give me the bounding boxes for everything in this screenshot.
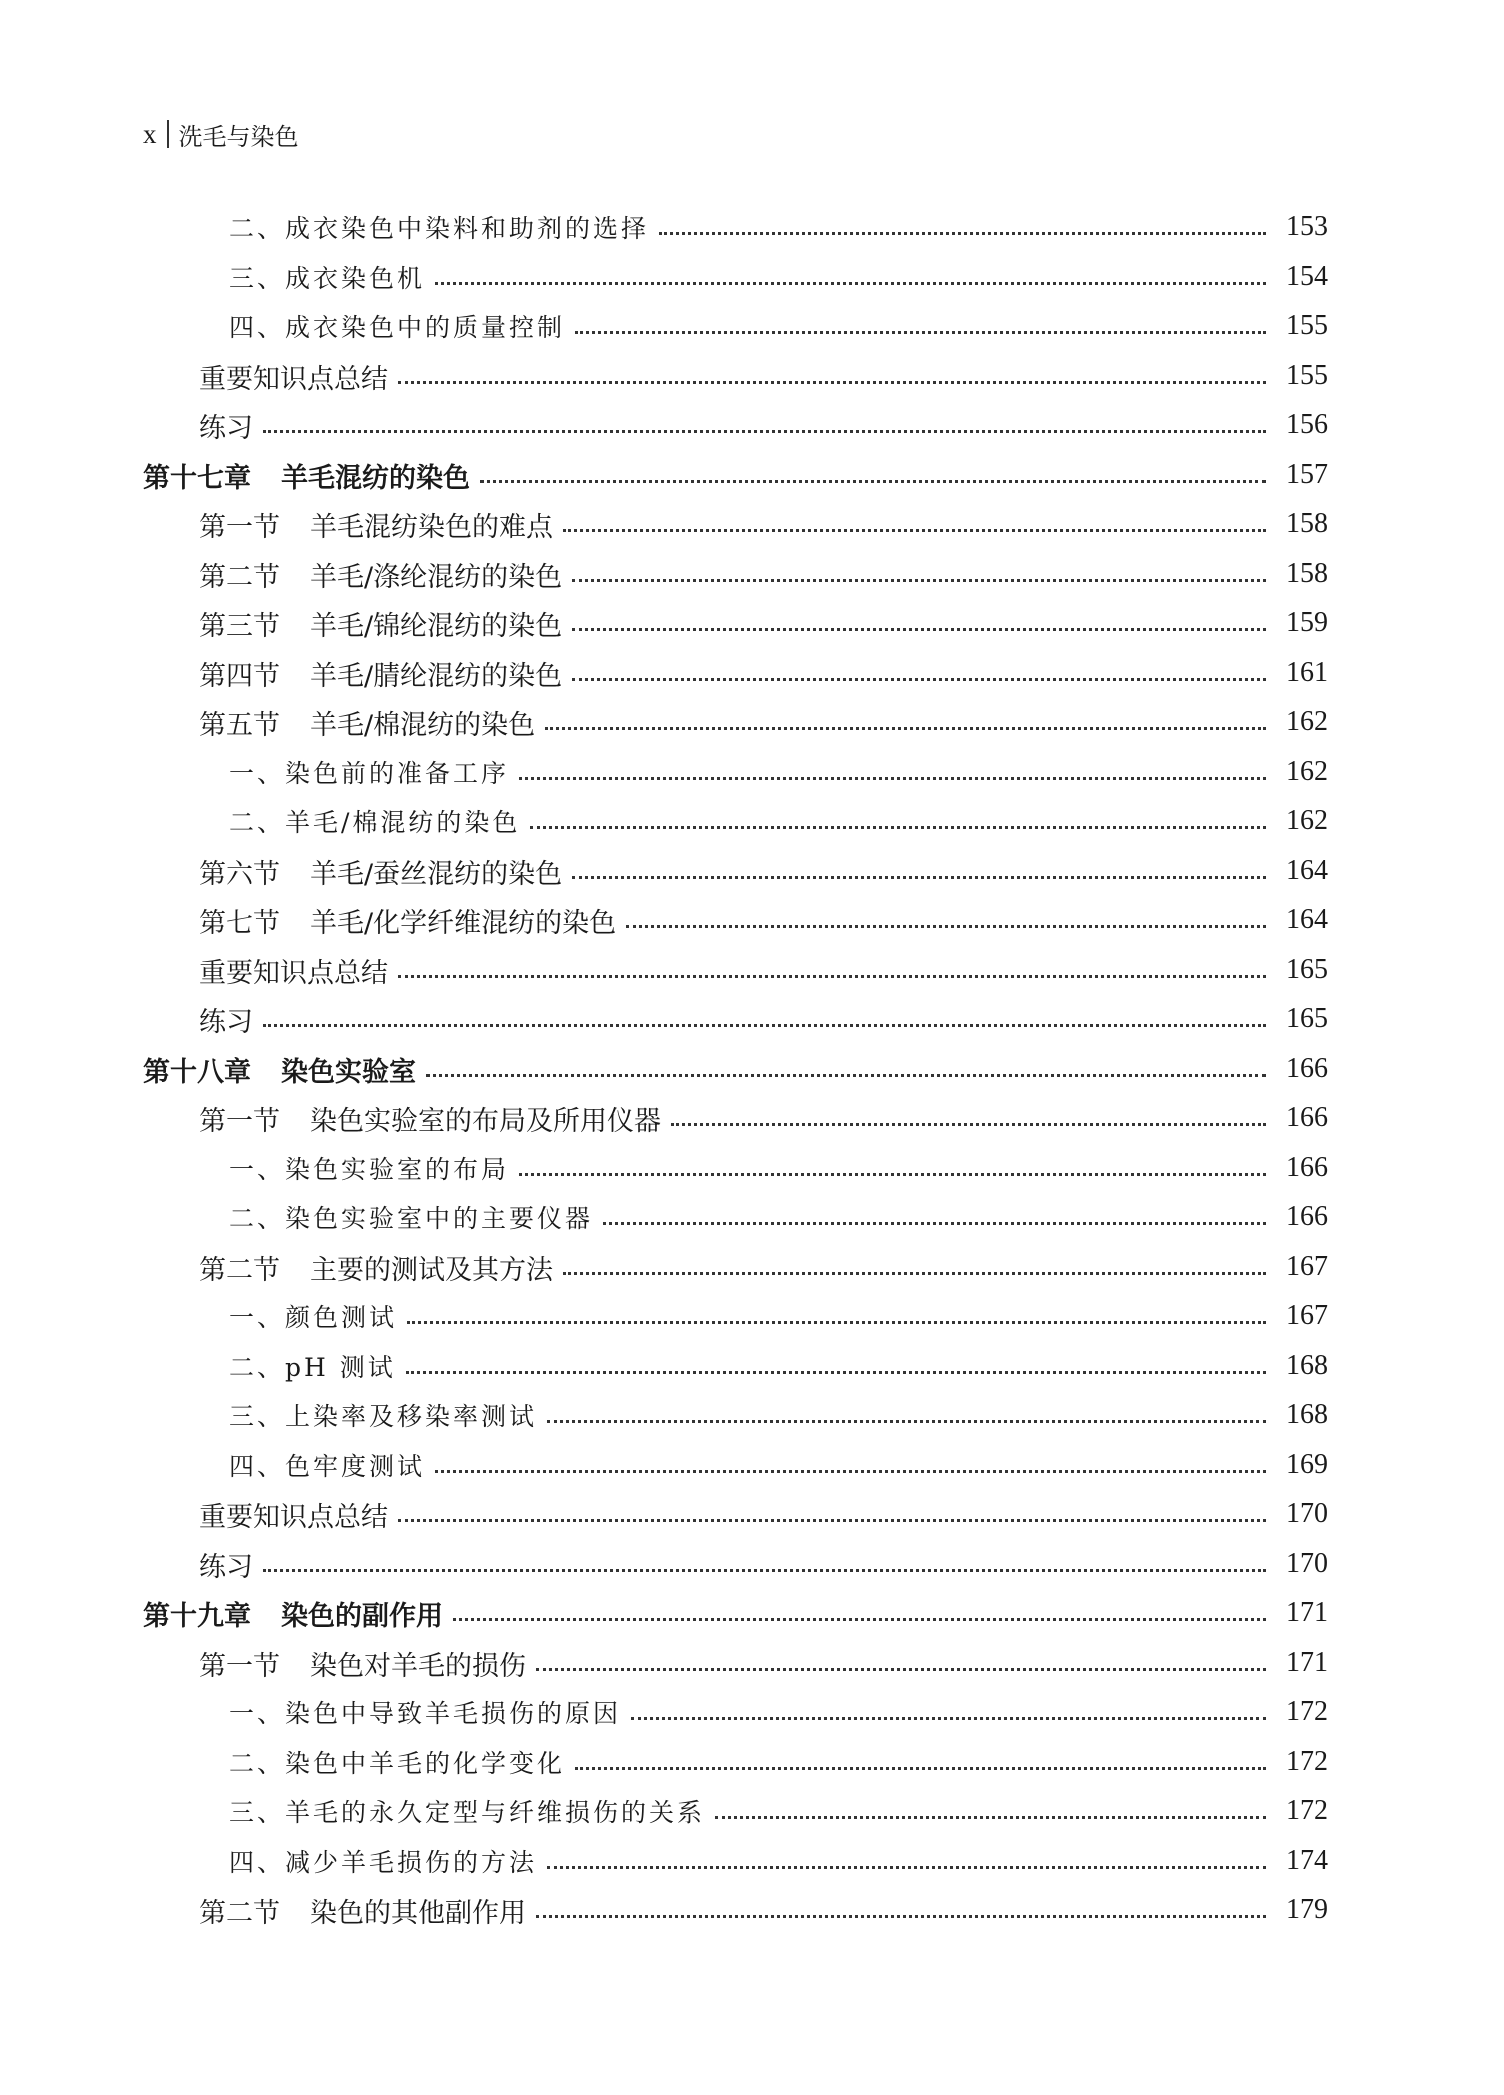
dot-leader [572, 876, 1266, 879]
toc-page-number: 162 [1286, 756, 1328, 787]
toc-subsection[interactable] [229, 1841, 1328, 1881]
toc-section[interactable] [199, 356, 1328, 396]
toc-subsection[interactable] [229, 1296, 1328, 1336]
toc-page-number: 166 [1286, 1102, 1328, 1133]
dot-leader [572, 678, 1266, 681]
toc-entry-label: 重要知识点总结 [199, 957, 388, 989]
dot-leader [575, 331, 1266, 334]
toc-entry-label [199, 505, 561, 544]
toc-subsection[interactable] [229, 1197, 1328, 1237]
toc-entry-label: 练习 [199, 1006, 253, 1038]
dot-leader [631, 1717, 1266, 1720]
toc-entry-title: 主要的测试及其方法 [310, 1254, 553, 1286]
toc-subsection[interactable] [229, 207, 1328, 247]
toc-entry-number: 第一节 [199, 1650, 280, 1682]
toc-entry-label [143, 1594, 451, 1633]
dot-leader [659, 232, 1266, 235]
toc-entry-label [199, 1891, 534, 1930]
toc-entry-title: 羊毛/棉混纺的染色 [310, 709, 536, 741]
toc-page-number: 172 [1286, 1746, 1328, 1777]
page-numeral: x [143, 118, 157, 149]
running-header [143, 118, 299, 150]
toc-page-number: 153 [1286, 211, 1328, 242]
toc-entry-label [199, 1099, 669, 1138]
header-divider [167, 120, 169, 148]
dot-leader [575, 1767, 1266, 1770]
dot-leader [530, 826, 1266, 829]
toc-page-number: 167 [1286, 1251, 1328, 1282]
toc-section[interactable] [199, 554, 1328, 594]
dot-leader [603, 1222, 1266, 1225]
toc-entry-title: 染色实验室的布局及所用仪器 [310, 1105, 661, 1137]
toc-entry-label: 二、羊毛/棉混纺的染色 [229, 808, 521, 837]
toc-page-number: 166 [1286, 1201, 1328, 1232]
toc-subsection[interactable] [229, 801, 1328, 841]
dot-leader [715, 1816, 1266, 1819]
toc-page-number: 155 [1286, 310, 1328, 341]
toc-entry-title: 染色的其他副作用 [310, 1897, 526, 1929]
dot-leader [263, 1569, 1266, 1572]
toc-page-number: 162 [1286, 805, 1328, 836]
toc-entry-number: 第一节 [199, 1105, 280, 1137]
toc-subsection[interactable] [229, 1742, 1328, 1782]
toc-section[interactable] [199, 603, 1328, 643]
dot-leader [519, 1173, 1266, 1176]
book-title: 洗毛与染色 [178, 122, 299, 151]
toc-entry-title: 羊毛/蚕丝混纺的染色 [310, 858, 563, 890]
dot-leader [563, 529, 1266, 532]
toc-entry-label: 三、成衣染色机 [229, 264, 426, 293]
toc-chapter[interactable] [143, 455, 1328, 495]
toc-page-number: 166 [1286, 1152, 1328, 1183]
toc-entry-label: 四、减少羊毛损伤的方法 [229, 1848, 538, 1877]
toc-page-number: 172 [1286, 1696, 1328, 1727]
toc-entry-label [199, 703, 543, 742]
toc-entry-number: 第四节 [199, 660, 280, 692]
toc-entry-title: 羊毛/化学纤维混纺的染色 [310, 907, 617, 939]
toc-entry-title: 染色对羊毛的损伤 [310, 1650, 526, 1682]
toc-page-number: 170 [1286, 1498, 1328, 1529]
toc-page-number: 167 [1286, 1300, 1328, 1331]
toc-entry-number: 第六节 [199, 858, 280, 890]
toc-section[interactable] [199, 1544, 1328, 1584]
dot-leader [406, 1371, 1266, 1374]
toc-entry-label [199, 555, 570, 594]
dot-leader [435, 282, 1266, 285]
dot-leader [536, 1915, 1266, 1918]
dot-leader [547, 1866, 1266, 1869]
dot-leader [671, 1123, 1266, 1126]
toc-page-number: 170 [1286, 1548, 1328, 1579]
toc-subsection[interactable] [229, 1445, 1328, 1485]
toc-subsection[interactable] [229, 257, 1328, 297]
toc-page-number: 171 [1286, 1597, 1328, 1628]
toc-page-number: 172 [1286, 1795, 1328, 1826]
toc-section[interactable] [199, 504, 1328, 544]
toc-entry-label: 一、染色前的准备工序 [229, 759, 510, 788]
dot-leader [426, 1074, 1266, 1077]
toc-section[interactable] [199, 1494, 1328, 1534]
dot-leader [545, 727, 1266, 730]
toc-page-number: 157 [1286, 459, 1328, 490]
dot-leader [398, 975, 1266, 978]
dot-leader [536, 1668, 1266, 1671]
toc-entry-number: 第二节 [199, 1897, 280, 1929]
toc-section[interactable] [199, 851, 1328, 891]
toc-entry-label: 重要知识点总结 [199, 1501, 388, 1533]
toc-section[interactable] [199, 999, 1328, 1039]
toc-entry-number: 第五节 [199, 709, 280, 741]
toc-page-number: 166 [1286, 1053, 1328, 1084]
toc-entry-title: 染色的副作用 [281, 1600, 443, 1632]
toc-entry-label: 四、色牢度测试 [229, 1452, 426, 1481]
toc-subsection[interactable] [229, 1148, 1328, 1188]
toc-entry-label [143, 456, 478, 495]
toc-page-number: 156 [1286, 409, 1328, 440]
toc-page-number: 161 [1286, 657, 1328, 688]
toc-entry-title: 羊毛混纺染色的难点 [310, 511, 553, 543]
toc-chapter[interactable] [143, 1593, 1328, 1633]
dot-leader [519, 777, 1266, 780]
dot-leader [263, 1024, 1266, 1027]
toc-entry-label: 二、成衣染色中染料和助剂的选择 [229, 214, 650, 243]
toc-page-number: 165 [1286, 1003, 1328, 1034]
toc-subsection[interactable] [229, 1692, 1328, 1732]
dot-leader [407, 1321, 1266, 1324]
toc-entry-label [199, 604, 570, 643]
toc-entry-number: 第一节 [199, 511, 280, 543]
dot-leader [547, 1420, 1266, 1423]
toc-page-number: 164 [1286, 904, 1328, 935]
toc-entry-number: 第七节 [199, 907, 280, 939]
toc-entry-label: 练习 [199, 1551, 253, 1583]
toc-subsection[interactable] [229, 1395, 1328, 1435]
toc-section[interactable] [199, 405, 1328, 445]
toc-page-number: 158 [1286, 508, 1328, 539]
toc-section[interactable] [199, 1098, 1328, 1138]
dot-leader [572, 579, 1266, 582]
toc-page-number: 169 [1286, 1449, 1328, 1480]
toc-entry-title: 羊毛/腈纶混纺的染色 [310, 660, 563, 692]
toc-section[interactable] [199, 1643, 1328, 1683]
dot-leader [480, 480, 1266, 483]
toc-entry-label: 重要知识点总结 [199, 363, 388, 395]
toc-page-number: 174 [1286, 1845, 1328, 1876]
dot-leader [263, 430, 1266, 433]
dot-leader [563, 1272, 1266, 1275]
toc-entry-number: 第十九章 [143, 1600, 251, 1632]
toc-chapter[interactable] [143, 1049, 1328, 1089]
toc-page-number: 154 [1286, 261, 1328, 292]
toc-entry-title: 染色实验室 [281, 1056, 416, 1088]
toc-entry-number: 第十八章 [143, 1056, 251, 1088]
toc-entry-label: 二、pH 测试 [229, 1353, 396, 1382]
toc-subsection[interactable] [229, 1346, 1328, 1386]
toc-entry-label [199, 1248, 561, 1287]
toc-page-number: 164 [1286, 855, 1328, 886]
toc-page-number: 158 [1286, 558, 1328, 589]
toc-subsection[interactable] [229, 752, 1328, 792]
toc-subsection[interactable] [229, 1791, 1328, 1831]
dot-leader [453, 1618, 1266, 1621]
toc-entry-label: 四、成衣染色中的质量控制 [229, 313, 566, 342]
toc-section[interactable] [199, 950, 1328, 990]
toc-section[interactable] [199, 1247, 1328, 1287]
toc-entry-label [143, 1050, 424, 1089]
toc-entry-label [199, 654, 570, 693]
toc-entry-number: 第二节 [199, 561, 280, 593]
toc-page-number: 168 [1286, 1399, 1328, 1430]
toc-entry-number: 第三节 [199, 610, 280, 642]
toc-section[interactable] [199, 1890, 1328, 1930]
toc-entry-label: 三、上染率及移染率测试 [229, 1402, 538, 1431]
toc-page-number: 162 [1286, 706, 1328, 737]
toc-page-number: 171 [1286, 1647, 1328, 1678]
toc-entry-label [199, 852, 570, 891]
toc-entry-label: 一、染色实验室的布局 [229, 1155, 510, 1184]
toc-page-number: 155 [1286, 360, 1328, 391]
toc-entry-label: 二、染色实验室中的主要仪器 [229, 1204, 594, 1233]
toc-entry-label [199, 901, 624, 940]
dot-leader [572, 628, 1266, 631]
toc-entry-label: 一、染色中导致羊毛损伤的原因 [229, 1699, 622, 1728]
toc-entry-title: 羊毛/锦纶混纺的染色 [310, 610, 563, 642]
toc-entry-label: 二、染色中羊毛的化学变化 [229, 1749, 566, 1778]
toc-entry-title: 羊毛/涤纶混纺的染色 [310, 561, 563, 593]
dot-leader [626, 925, 1266, 928]
toc-page-number: 165 [1286, 954, 1328, 985]
toc-entry-label [199, 1644, 534, 1683]
toc-section[interactable] [199, 900, 1328, 940]
toc-section[interactable] [199, 653, 1328, 693]
toc-entry-title: 羊毛混纺的染色 [281, 462, 470, 494]
toc-page-number: 179 [1286, 1894, 1328, 1925]
toc-entry-number: 第二节 [199, 1254, 280, 1286]
toc-entry-label: 练习 [199, 412, 253, 444]
dot-leader [398, 381, 1266, 384]
toc-section[interactable] [199, 702, 1328, 742]
dot-leader [435, 1470, 1266, 1473]
toc-page-number: 168 [1286, 1350, 1328, 1381]
dot-leader [398, 1519, 1266, 1522]
toc-entry-label: 三、羊毛的永久定型与纤维损伤的关系 [229, 1798, 706, 1827]
toc-page-number: 159 [1286, 607, 1328, 638]
toc-entry-number: 第十七章 [143, 462, 251, 494]
toc-subsection[interactable] [229, 306, 1328, 346]
toc-entry-label: 一、颜色测试 [229, 1303, 398, 1332]
